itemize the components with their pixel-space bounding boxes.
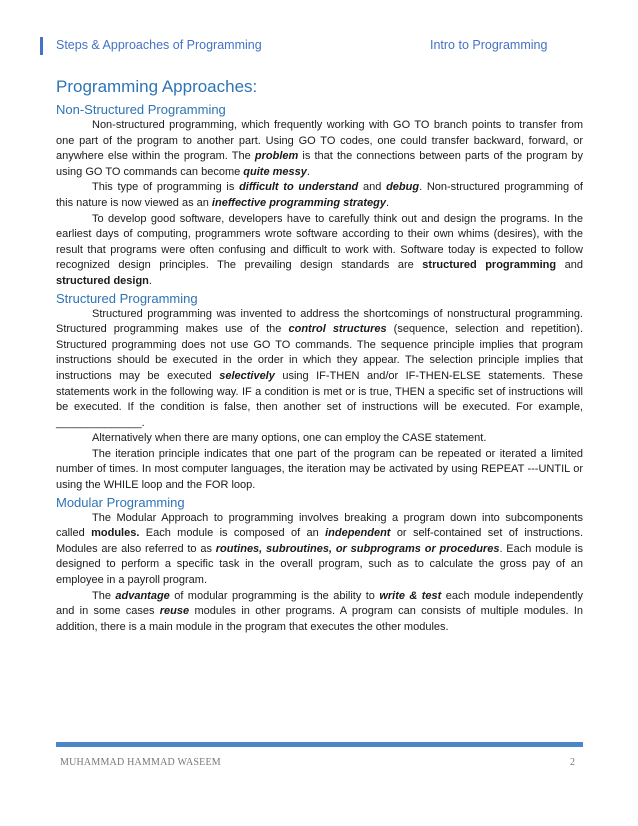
paragraph: To develop good software, developers have to carefully think out and design the programs. In the earliest days of computing, programmers wrote software according to their own whims (desires), with the result that programs were often confusing and difficult to work with. Software today is expected to follow recognized design principles. The prevailing design standards are structured programming and structured design. bbox=[56, 212, 583, 287]
section-heading-non-structured: Non-Structured Programming bbox=[56, 102, 226, 117]
document-body bbox=[56, 76, 583, 635]
paragraph: The iteration principle indicates that one part of the program can be repeated or iterated a limited number of times. In most computer languages, the iteration may be activated by using REPEAT ---UNTIL or using the WHILE loop and the FOR loop. bbox=[56, 447, 583, 492]
header-accent-bar bbox=[40, 37, 43, 55]
section-heading-structured: Structured Programming bbox=[56, 290, 198, 306]
paragraph: The advantage of modular programming is the ability to write & test each module independently and in some cases reuse modules in other programs. A program can consists of multiple modules. In addition, there is a main module in the program that executes the other modules. bbox=[56, 589, 583, 633]
footer-author: MUHAMMAD HAMMAD WASEEM bbox=[60, 757, 221, 768]
main-heading: Programming Approaches: bbox=[56, 77, 258, 96]
footer-bar bbox=[56, 742, 583, 747]
paragraph: Non-structured programming, which frequently working with GO TO branch points to transfer from one part of the program to another part. Using GO TO codes, one could transfer backward, forward, or anywhere else within the program. The problem is that the connections between parts of the program by using GO TO commands can become quite messy. bbox=[56, 119, 583, 178]
section-heading-modular: Modular Programming bbox=[56, 494, 185, 510]
header-right-title: Intro to Programming bbox=[430, 38, 548, 52]
paragraph: Structured programming was invented to address the shortcomings of nonstructural programming. Structured programming makes use of the control structures (sequence, selection and repetition). Structured programming does not use GO TO commands. The sequence principle implies that program instructions should be executed in the order in which they appear. The selection principle implies that instructions may be executed selectively using IF-THEN and/or IF-THEN-ELSE statements. These statements work in the following way. IF a condition is met or is true, THEN a specific set of instructions will be executed. If the condition is false, then another set of instructions will be executed. For example, ______________. bbox=[56, 307, 584, 429]
paragraph: This type of programming is difficult to understand and debug. Non-structured programming of this nature is now viewed as an ineffective programming strategy. bbox=[56, 181, 583, 209]
paragraph: Alternatively when there are many options, one can employ the CASE statement. bbox=[92, 432, 487, 445]
paragraph: The Modular Approach to programming involves breaking a program down into subcomponents called modules. Each module is composed of an independent or self-contained set of instructions. Modules are also referred to as routines, subroutines, or subprograms or procedures. Each module is designed to perform a specific task in the overall program, such as to calculate the gross pay of an employee in a payroll program. bbox=[56, 511, 584, 587]
page-header bbox=[40, 37, 578, 57]
header-left-title: Steps & Approaches of Programming bbox=[56, 38, 262, 52]
page-number: 2 bbox=[570, 757, 575, 768]
